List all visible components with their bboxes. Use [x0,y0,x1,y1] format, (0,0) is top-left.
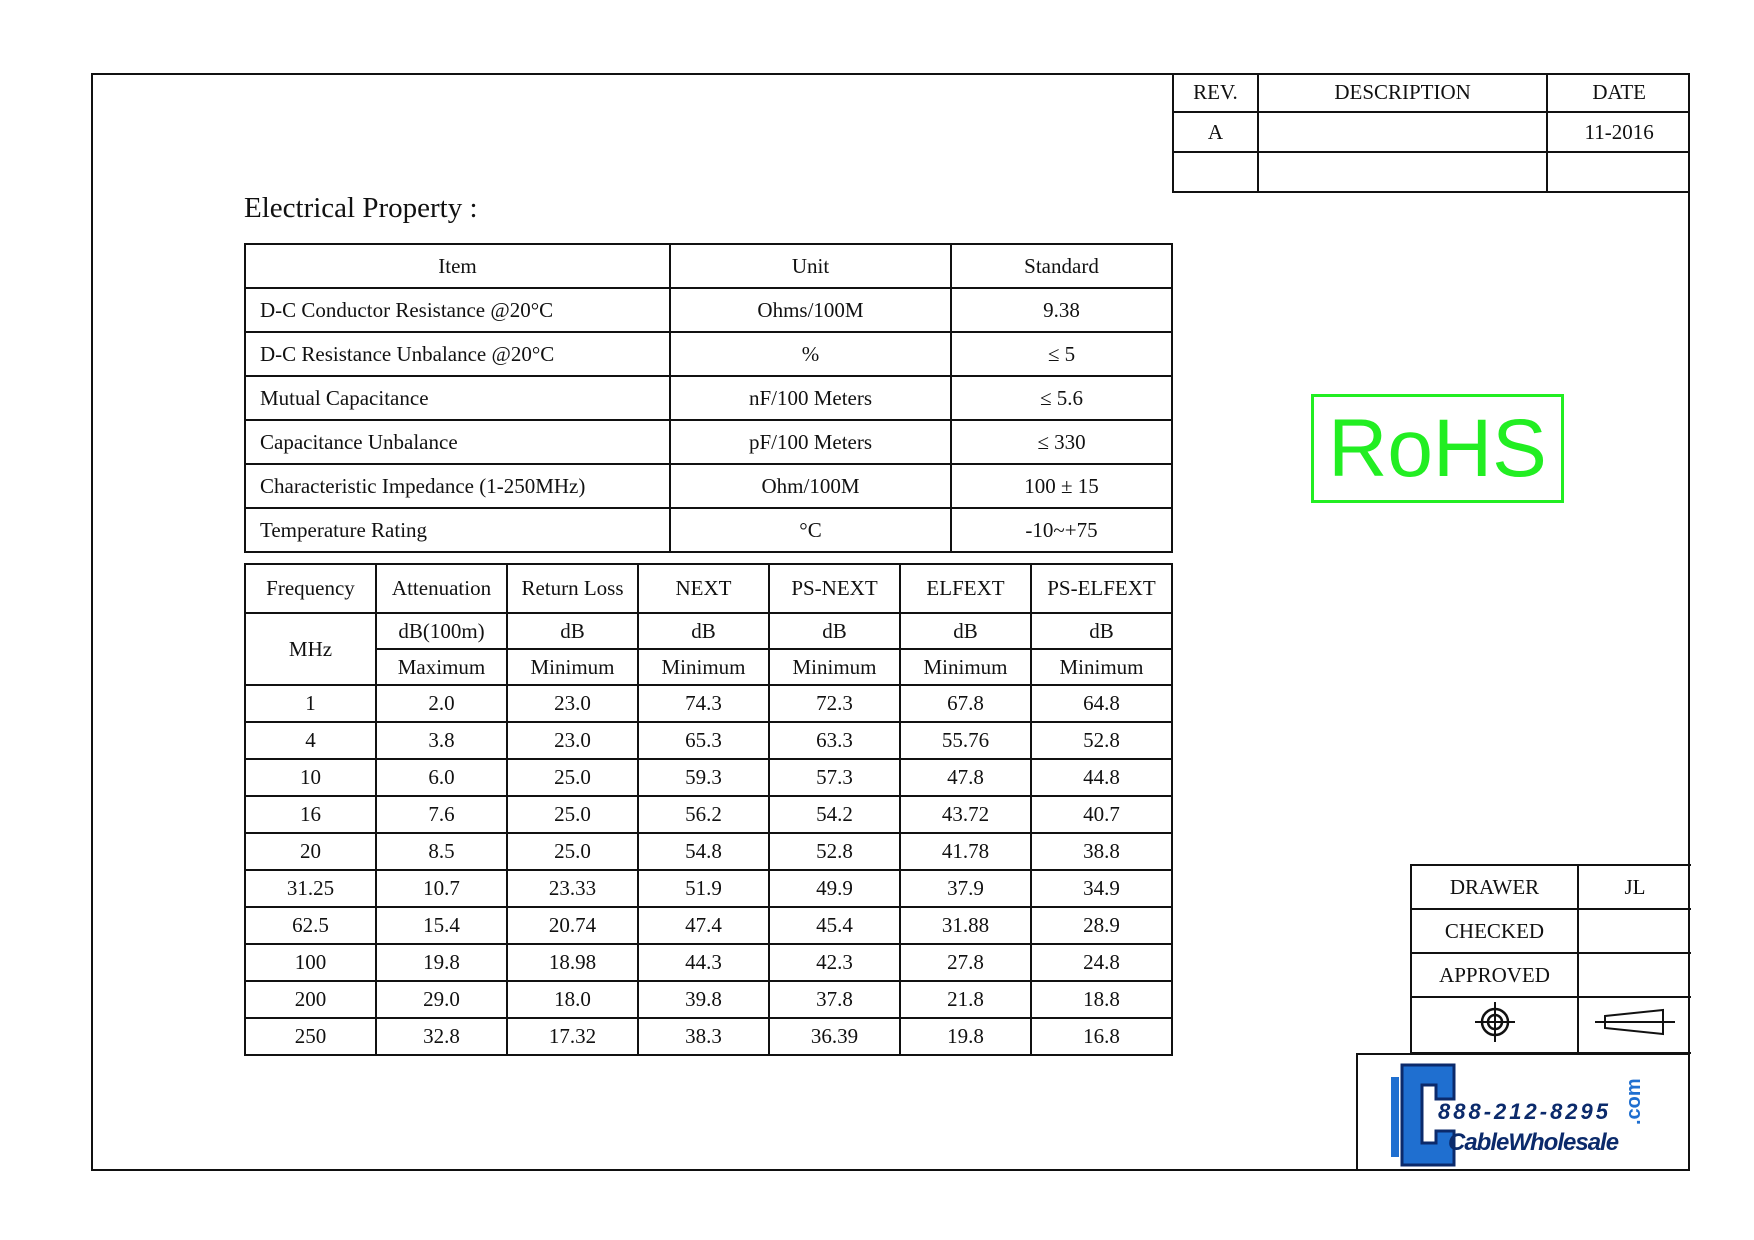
ps-elfext-header: PS-ELFEXT [1031,564,1172,613]
company-logo [1356,1053,1690,1171]
unit-cell: dB [638,613,769,649]
frequency-value: 31.25 [245,870,376,907]
frequency-value: 20 [245,833,376,870]
measurement-value: 41.78 [900,833,1031,870]
measurement-value: 72.3 [769,685,900,722]
item-header: Item [245,244,670,288]
revision-row [1173,152,1690,192]
measurement-value: 25.0 [507,833,638,870]
frequency-value: 10 [245,759,376,796]
measurement-value: 19.8 [376,944,507,981]
unit-header: Unit [670,244,951,288]
property-row [245,332,1172,376]
measurement-value: 25.0 [507,796,638,833]
limit-cell: Minimum [1031,649,1172,685]
rohs-mark: RoHS [1311,394,1564,503]
attenuation-header: Attenuation [376,564,507,613]
measurement-value: 17.32 [507,1018,638,1055]
frequency-row [245,759,1172,796]
drawer-row [1411,865,1691,909]
property-standard: ≤ 5 [951,332,1172,376]
unit-cell: dB [1031,613,1172,649]
measurement-value: 65.3 [638,722,769,759]
rev-header: REV. [1173,73,1258,112]
frequency-header: Frequency [245,564,376,613]
measurement-value: 38.8 [1031,833,1172,870]
property-unit: Ohm/100M [670,464,951,508]
frequency-table [244,563,1173,1056]
property-row [245,464,1172,508]
property-unit: Ohms/100M [670,288,951,332]
checked-value [1578,909,1691,953]
unit-cell: dB [507,613,638,649]
frequency-value: 4 [245,722,376,759]
measurement-value: 55.76 [900,722,1031,759]
property-standard: ≤ 5.6 [951,376,1172,420]
measurement-value: 36.39 [769,1018,900,1055]
description-value [1258,112,1547,152]
frequency-value: 100 [245,944,376,981]
measurement-value: 21.8 [900,981,1031,1018]
revision-table [1172,73,1690,193]
electrical-property-table [244,243,1173,553]
measurement-value: 18.98 [507,944,638,981]
date-value: 11-2016 [1547,112,1690,152]
elfext-header: ELFEXT [900,564,1031,613]
property-header-row [245,244,1172,288]
logo-tld: .com [1623,1078,1645,1125]
unit-cell: dB [900,613,1031,649]
measurement-value: 51.9 [638,870,769,907]
measurement-value: 2.0 [376,685,507,722]
measurement-value: 10.7 [376,870,507,907]
measurement-value: 25.0 [507,759,638,796]
measurement-value: 49.9 [769,870,900,907]
frequency-row [245,722,1172,759]
property-row [245,420,1172,464]
property-item: Temperature Rating [245,508,670,552]
measurement-value: 28.9 [1031,907,1172,944]
revision-row [1173,112,1690,152]
measurement-value: 16.8 [1031,1018,1172,1055]
frequency-row [245,833,1172,870]
measurement-value: 39.8 [638,981,769,1018]
approved-row [1411,953,1691,997]
measurement-value: 43.72 [900,796,1031,833]
measurement-value: 29.0 [376,981,507,1018]
frequency-row [245,870,1172,907]
measurement-value: 34.9 [1031,870,1172,907]
measurement-value: 20.74 [507,907,638,944]
property-standard: 100 ± 15 [951,464,1172,508]
property-item: Mutual Capacitance [245,376,670,420]
logo-name: CableWholesale [1448,1129,1619,1156]
unit-cell: dB(100m) [376,613,507,649]
rev-value [1173,152,1258,192]
measurement-value: 37.9 [900,870,1031,907]
measurement-value: 37.8 [769,981,900,1018]
measurement-value: 23.0 [507,722,638,759]
measurement-value: 54.8 [638,833,769,870]
measurement-value: 18.8 [1031,981,1172,1018]
measurement-value: 63.3 [769,722,900,759]
measurement-value: 24.8 [1031,944,1172,981]
measurement-value: 18.0 [507,981,638,1018]
next-header: NEXT [638,564,769,613]
frequency-rows [245,685,1172,1055]
measurement-value: 6.0 [376,759,507,796]
property-standard: -10~+75 [951,508,1172,552]
frequency-row [245,685,1172,722]
taper-cone-icon [1593,1002,1677,1042]
property-unit: °C [670,508,951,552]
measurement-value: 45.4 [769,907,900,944]
measurement-value: 74.3 [638,685,769,722]
measurement-value: 57.3 [769,759,900,796]
limit-row [245,649,1172,685]
limit-cell: Minimum [769,649,900,685]
description-value [1258,152,1547,192]
description-header: DESCRIPTION [1258,73,1547,112]
property-unit: nF/100 Meters [670,376,951,420]
frequency-unit: MHz [245,613,376,685]
measurement-value: 52.8 [769,833,900,870]
unit-cell: dB [769,613,900,649]
measurement-value: 64.8 [1031,685,1172,722]
checked-label: CHECKED [1411,909,1578,953]
frequency-value: 16 [245,796,376,833]
measurement-value: 38.3 [638,1018,769,1055]
frequency-row [245,1018,1172,1055]
limit-cell: Minimum [900,649,1031,685]
measurement-value: 32.8 [376,1018,507,1055]
limit-cell: Minimum [638,649,769,685]
target-crosshair-icon [1471,998,1519,1046]
approval-table [1410,864,1691,1054]
frequency-value: 1 [245,685,376,722]
property-item: D-C Resistance Unbalance @20°C [245,332,670,376]
measurement-value: 23.0 [507,685,638,722]
measurement-value: 44.8 [1031,759,1172,796]
property-standard: ≤ 330 [951,420,1172,464]
projection-symbol-row [1411,997,1691,1053]
property-unit: % [670,332,951,376]
property-standard: 9.38 [951,288,1172,332]
frequency-row [245,944,1172,981]
revision-header-row [1173,73,1690,112]
section-heading: Electrical Property : [244,192,478,224]
measurement-value: 44.3 [638,944,769,981]
unit-row [245,613,1172,649]
measurement-value: 15.4 [376,907,507,944]
frequency-header-row [245,564,1172,613]
frequency-row [245,981,1172,1018]
property-row [245,288,1172,332]
checked-row [1411,909,1691,953]
frequency-value: 250 [245,1018,376,1055]
measurement-value: 7.6 [376,796,507,833]
date-value [1547,152,1690,192]
property-row [245,376,1172,420]
frequency-value: 200 [245,981,376,1018]
measurement-value: 40.7 [1031,796,1172,833]
standard-header: Standard [951,244,1172,288]
measurement-value: 52.8 [1031,722,1172,759]
limit-cell: Minimum [507,649,638,685]
drawer-label: DRAWER [1411,865,1578,909]
measurement-value: 59.3 [638,759,769,796]
measurement-value: 3.8 [376,722,507,759]
measurement-value: 47.8 [900,759,1031,796]
frequency-value: 62.5 [245,907,376,944]
measurement-value: 23.33 [507,870,638,907]
property-item: D-C Conductor Resistance @20°C [245,288,670,332]
property-row [245,508,1172,552]
property-item: Capacitance Unbalance [245,420,670,464]
measurement-value: 27.8 [900,944,1031,981]
approved-label: APPROVED [1411,953,1578,997]
measurement-value: 54.2 [769,796,900,833]
limit-cell: Maximum [376,649,507,685]
approved-value [1578,953,1691,997]
measurement-value: 56.2 [638,796,769,833]
measurement-value: 67.8 [900,685,1031,722]
logo-phone: 888-212-8295 [1438,1099,1612,1124]
frequency-row [245,907,1172,944]
measurement-value: 47.4 [638,907,769,944]
rev-value: A [1173,112,1258,152]
measurement-value: 31.88 [900,907,1031,944]
ps-next-header: PS-NEXT [769,564,900,613]
drawer-value: JL [1578,865,1691,909]
property-unit: pF/100 Meters [670,420,951,464]
measurement-value: 42.3 [769,944,900,981]
frequency-row [245,796,1172,833]
return-loss-header: Return Loss [507,564,638,613]
measurement-value: 19.8 [900,1018,1031,1055]
measurement-value: 8.5 [376,833,507,870]
date-header: DATE [1547,73,1690,112]
property-item: Characteristic Impedance (1-250MHz) [245,464,670,508]
